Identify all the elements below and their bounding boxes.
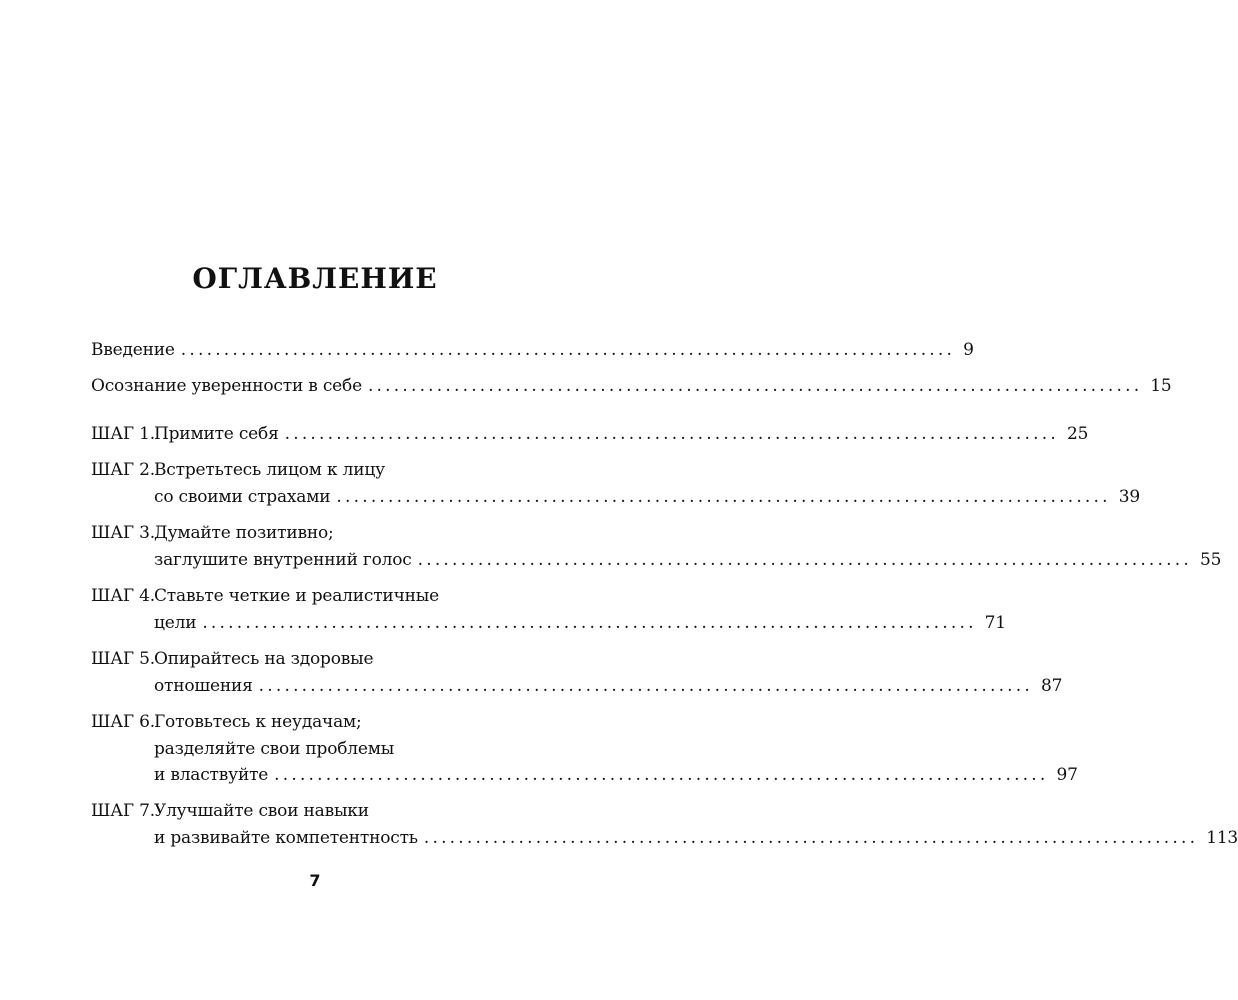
dot-leader: .......................................................................................... xyxy=(202,612,977,633)
toc-step-label: ШАГ 7. xyxy=(91,801,155,821)
toc-entry-title: Ставьте четкие и реалистичные xyxy=(154,586,439,606)
toc-page-number: 15 xyxy=(1150,376,1172,396)
toc-page-number: 55 xyxy=(1199,549,1222,570)
toc-entry-line xyxy=(91,523,540,549)
toc-entry-line xyxy=(154,827,1238,854)
toc-entry-title: Примите себя xyxy=(154,424,279,444)
dot-leader: .......................................................................................... xyxy=(367,376,1143,396)
toc-entry-title: и властвуйте xyxy=(154,765,269,785)
toc-entry-title: отношения xyxy=(154,675,253,696)
toc-page-number: 97 xyxy=(1056,765,1078,785)
toc-page-number: 113 xyxy=(1206,827,1238,848)
toc-entry-line xyxy=(154,739,540,765)
toc-page-number: 39 xyxy=(1118,486,1140,507)
toc-entry-title: цели xyxy=(154,612,197,633)
toc-entry-title: со своими страхами xyxy=(154,486,331,507)
dot-leader: .......................................................................................... xyxy=(274,765,1049,785)
toc-entry-line xyxy=(154,675,1063,702)
toc-entry-title: Думайте позитивно; xyxy=(154,523,334,543)
toc-entry-line xyxy=(91,801,540,827)
toc-entry-line xyxy=(91,376,1172,402)
toc-page-number: 9 xyxy=(963,340,974,360)
toc-entry-title: Опирайтесь на здоровые xyxy=(154,649,374,669)
toc-page-number: 71 xyxy=(984,612,1006,633)
toc-entry-title: Введение xyxy=(91,340,175,360)
toc-page-number: 87 xyxy=(1041,675,1063,696)
toc-entry-title: Улучшайте свои навыки xyxy=(154,801,369,821)
page-number: 7 xyxy=(309,871,321,890)
toc-entry-line xyxy=(154,765,1078,791)
toc-entry-title: Готовьтесь к неудачам; xyxy=(154,712,362,732)
toc-step-label: ШАГ 4. xyxy=(91,586,155,606)
toc-step-label: ШАГ 6. xyxy=(91,712,155,732)
toc-entry-title: и развивайте компетентность xyxy=(154,827,418,848)
toc-entry-line xyxy=(91,586,540,612)
toc-entry-title: заглушите внутренний голос xyxy=(154,549,412,570)
toc-entry-line xyxy=(91,340,974,366)
toc-entry-line xyxy=(91,712,540,738)
toc-entry-line xyxy=(91,649,540,675)
toc-step-label: ШАГ 2. xyxy=(91,460,155,480)
dot-leader: .......................................................................................... xyxy=(284,424,1059,444)
dot-leader: .......................................................................................... xyxy=(423,827,1199,848)
toc-step-label: ШАГ 1. xyxy=(91,424,155,444)
dot-leader: .......................................................................................... xyxy=(180,340,956,360)
toc-entry-line xyxy=(154,549,1222,576)
toc-step-label: ШАГ 5. xyxy=(91,649,155,669)
toc-entry-line xyxy=(154,486,1140,513)
toc-entry-line xyxy=(154,612,1006,639)
toc-entry-line xyxy=(91,460,540,486)
toc-entry-line xyxy=(91,424,1089,450)
toc-step-label: ШАГ 3. xyxy=(91,523,155,543)
toc-entry-title: Осознание уверенности в себе xyxy=(91,376,362,396)
dot-leader: .......................................................................................... xyxy=(417,549,1192,570)
page-title: ОГЛАВЛЕНИЕ xyxy=(192,262,438,295)
toc-page-number: 25 xyxy=(1066,424,1089,444)
toc-entry-title: Встретьтесь лицом к лицу xyxy=(154,460,385,480)
dot-leader: .......................................................................................... xyxy=(336,486,1111,507)
dot-leader: .......................................................................................... xyxy=(258,675,1033,696)
toc-entry-title: разделяйте свои проблемы xyxy=(154,738,395,759)
